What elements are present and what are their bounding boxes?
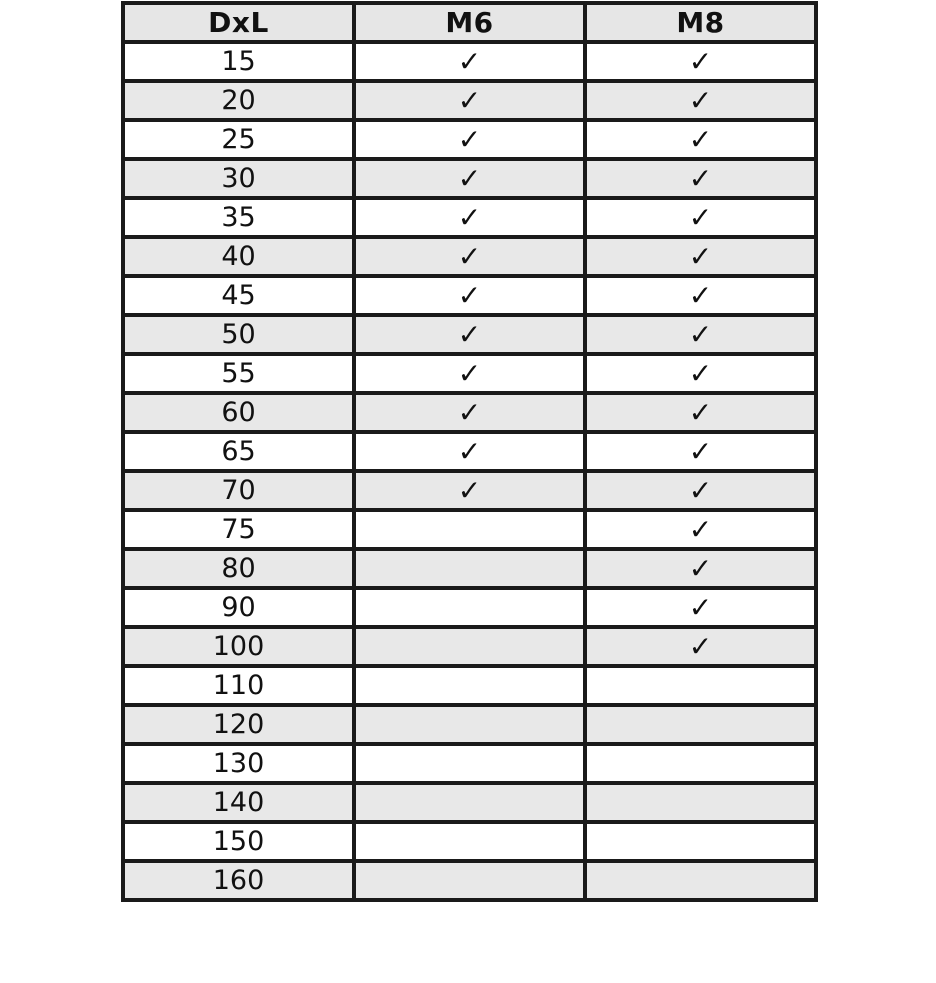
m6-check-cell: ✓ [354,432,585,471]
table-row [123,666,816,705]
m8-check-cell: ✓ [585,588,816,627]
m8-check-cell: ✓ [585,315,816,354]
m8-check-cell [585,744,816,783]
m6-check-cell [354,627,585,666]
length-cell: 100 [123,627,354,666]
m6-check-cell: ✓ [354,42,585,81]
table-header [123,3,816,42]
header-row [123,3,816,42]
m8-check-cell [585,705,816,744]
size-compatibility-table [121,1,818,902]
table-row [123,276,816,315]
m6-check-cell [354,744,585,783]
m8-check-cell: ✓ [585,471,816,510]
m6-check-cell [354,549,585,588]
m8-check-cell: ✓ [585,237,816,276]
length-cell: 35 [123,198,354,237]
m8-check-cell [585,783,816,822]
length-cell: 20 [123,81,354,120]
length-cell: 60 [123,393,354,432]
table-row [123,81,816,120]
table-row [123,627,816,666]
table-row [123,198,816,237]
length-cell: 70 [123,471,354,510]
m6-check-cell: ✓ [354,120,585,159]
table-row [123,432,816,471]
column-header-m6: M6 [354,3,585,42]
length-cell: 110 [123,666,354,705]
table-row [123,783,816,822]
m8-check-cell: ✓ [585,354,816,393]
length-cell: 25 [123,120,354,159]
m6-check-cell: ✓ [354,237,585,276]
column-header-dxl: DxL [123,3,354,42]
m8-check-cell: ✓ [585,159,816,198]
m8-check-cell [585,666,816,705]
table-row [123,588,816,627]
size-compatibility-table-container [121,1,815,902]
m8-check-cell: ✓ [585,432,816,471]
table-row [123,549,816,588]
table-row [123,471,816,510]
table-row [123,237,816,276]
m6-check-cell: ✓ [354,393,585,432]
m8-check-cell: ✓ [585,393,816,432]
m8-check-cell: ✓ [585,42,816,81]
m6-check-cell: ✓ [354,354,585,393]
m6-check-cell: ✓ [354,198,585,237]
m8-check-cell: ✓ [585,81,816,120]
length-cell: 130 [123,744,354,783]
length-cell: 45 [123,276,354,315]
table-row [123,822,816,861]
m6-check-cell: ✓ [354,471,585,510]
column-header-m8: M8 [585,3,816,42]
m6-check-cell: ✓ [354,159,585,198]
m8-check-cell [585,861,816,900]
m6-check-cell [354,705,585,744]
length-cell: 30 [123,159,354,198]
m6-check-cell [354,783,585,822]
table-row [123,510,816,549]
length-cell: 75 [123,510,354,549]
m6-check-cell [354,861,585,900]
length-cell: 15 [123,42,354,81]
length-cell: 140 [123,783,354,822]
length-cell: 150 [123,822,354,861]
table-row [123,315,816,354]
length-cell: 160 [123,861,354,900]
m8-check-cell: ✓ [585,198,816,237]
length-cell: 55 [123,354,354,393]
table-row [123,120,816,159]
length-cell: 50 [123,315,354,354]
table-row [123,159,816,198]
m6-check-cell: ✓ [354,315,585,354]
m8-check-cell: ✓ [585,120,816,159]
length-cell: 90 [123,588,354,627]
table-row [123,744,816,783]
m6-check-cell [354,588,585,627]
table-row [123,354,816,393]
m6-check-cell: ✓ [354,81,585,120]
m8-check-cell: ✓ [585,276,816,315]
table-body [123,42,816,900]
m6-check-cell [354,666,585,705]
m6-check-cell [354,822,585,861]
table-row [123,393,816,432]
m8-check-cell [585,822,816,861]
m8-check-cell: ✓ [585,549,816,588]
m8-check-cell: ✓ [585,627,816,666]
length-cell: 65 [123,432,354,471]
table-row [123,705,816,744]
m8-check-cell: ✓ [585,510,816,549]
table-row [123,861,816,900]
length-cell: 80 [123,549,354,588]
m6-check-cell: ✓ [354,276,585,315]
table-row [123,42,816,81]
length-cell: 40 [123,237,354,276]
m6-check-cell [354,510,585,549]
length-cell: 120 [123,705,354,744]
